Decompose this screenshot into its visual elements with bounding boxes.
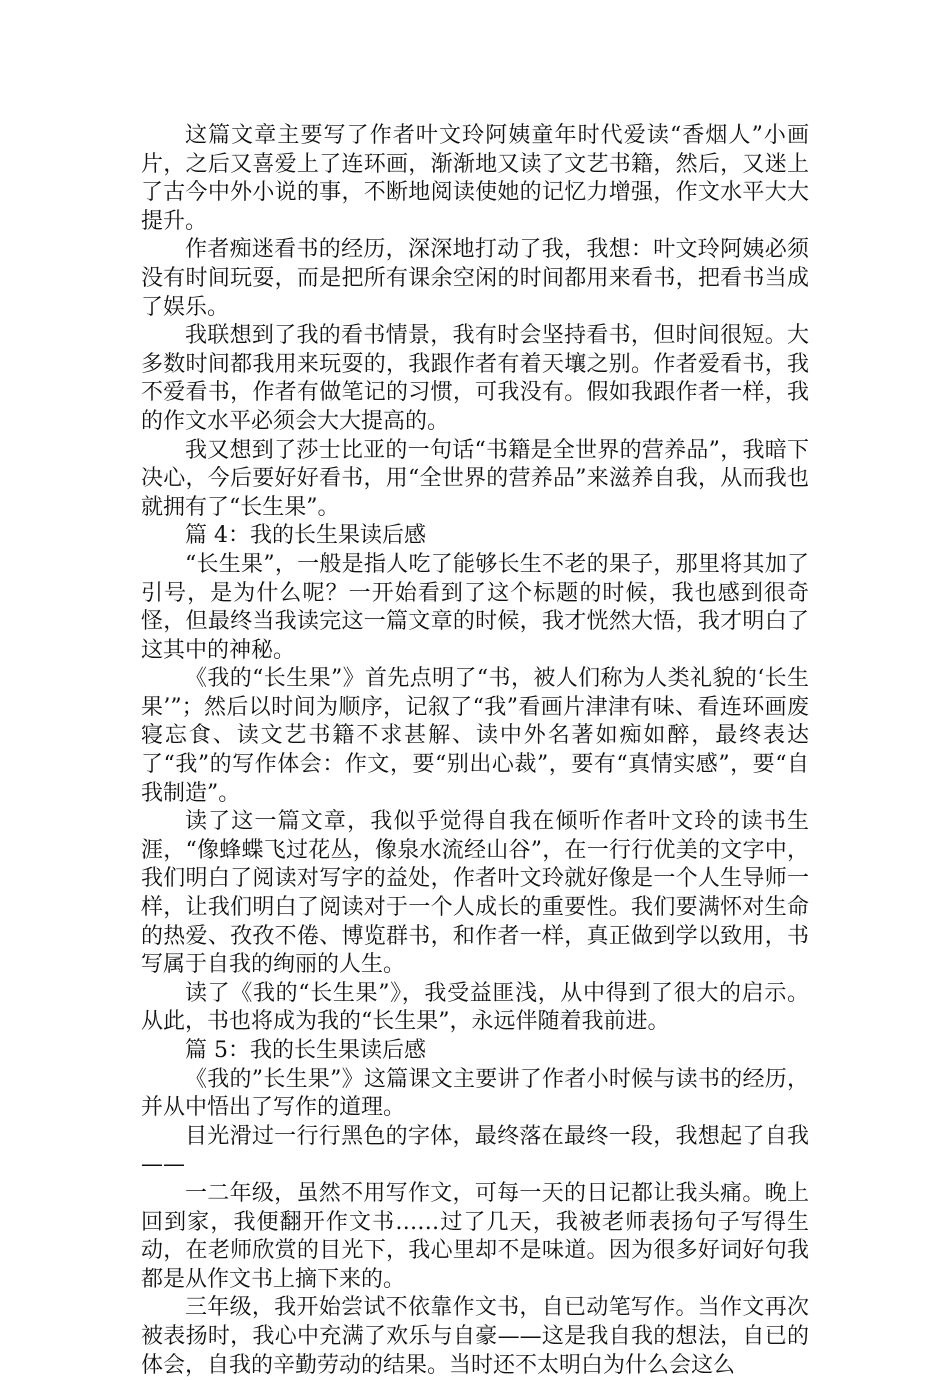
paragraph: 我又想到了莎士比亚的一句话“书籍是全世界的营养品”，我暗下决心，今后要好好看书，用“全世界的营养品”来滋养自我，从而我也就拥有了“长生果”。 [141, 437, 809, 520]
section-heading: 篇 5：我的长生果读后感 [185, 1038, 426, 1063]
paragraph: 读了这一篇文章，我似乎觉得自我在倾听作者叶文玲的读书生涯，“像蜂蝶飞过花丛，像泉水流经山谷”，在一行行优美的文字中，我们明白了阅读对写字的益处，作者叶文玲就好像是一个人生导师一样，让我们明白了阅读对于一个人成长的重要性。我们要满怀对生命的热爱、孜孜不倦、博览群书，和作者一样，真正做到学以致用，书写属于自我的绚丽的人生。 [141, 809, 809, 978]
section-heading: 篇 4：我的长生果读后感 [185, 523, 426, 549]
paragraph: 《我的“长生果”》首先点明了“书，被人们称为人类礼貌的‘长生果’”；然后以时间为顺序，记叙了“我”看画片津津有味、看连环画废寝忘食、读文艺书籍不求甚解、读中外名著如痴如醉，最终表达了“我”的写作体会：作文，要“别出心裁”，要有“真情实感”，要“自我制造”。 [141, 666, 809, 806]
document-body [141, 122, 809, 1380]
paragraph: 三年级，我开始尝试不依靠作文书，自已动笔写作。当作文再次被表扬时，我心中充满了欢乐与自豪——这是我自我的想法，自已的体会，自我的辛勤劳动的结果。当时还不太明白为什么会这么 [141, 1295, 809, 1378]
paragraph: “长生果”，一般是指人吃了能够长生不老的果子，那里将其加了引号，是为什么呢？一开始看到了这个标题的时候，我也感到很奇怪，但最终当我读完这一篇文章的时候，我才恍然大悟，我才明白了这其中的神秘。 [141, 551, 809, 663]
paragraph: 一二年级，虽然不用写作文，可每一天的日记都让我头痛。晚上回到家，我便翻开作文书……过了几天，我被老师表扬句子写得生动，在老师欣赏的目光下，我心里却不是味道。因为很多好词好句我都是从作文书上摘下来的。 [141, 1180, 809, 1292]
paragraph: 这篇文章主要写了作者叶文玲阿姨童年时代爱读“香烟人”小画片，之后又喜爱上了连环画，渐渐地又读了文艺书籍，然后，又迷上了古今中外小说的事，不断地阅读使她的记忆力增强，作文水平大大提升。 [141, 123, 809, 234]
paragraph: 作者痴迷看书的经历，深深地打动了我，我想：叶文玲阿姨必须没有时间玩耍，而是把所有课余空闲的时间都用来看书，把看书当成了娱乐。 [141, 237, 809, 320]
paragraph: 《我的”长生果”》这篇课文主要讲了作者小时候与读书的经历，并从中悟出了写作的道理。 [141, 1066, 809, 1121]
paragraph: 读了《我的“长生果”》，我受益匪浅，从中得到了很大的启示。从此，书也将成为我的“长生果”，永远伴随着我前进。 [141, 980, 809, 1035]
paragraph: 我联想到了我的看书情景，我有时会坚持看书，但时间很短。大多数时间都我用来玩耍的，我跟作者有着天壤之别。作者爱看书，我不爱看书，作者有做笔记的习惯，可我没有。假如我跟作者一样，我的作文水平必须会大大提高的。 [141, 323, 809, 434]
paragraph: 目光滑过一行行黑色的字体，最终落在最终一段，我想起了自我—— [141, 1123, 809, 1178]
